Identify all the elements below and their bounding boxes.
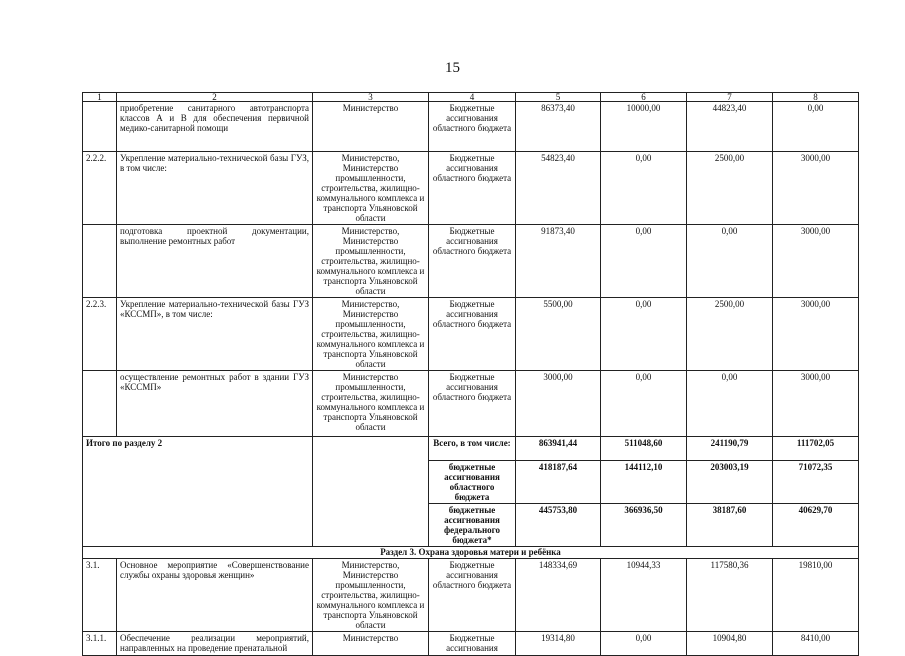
executor: Министерство, Министерство промышленности, строительства, жилищно-коммунального комплекса и транспорта Ульяновской области bbox=[313, 152, 429, 225]
section-heading-row bbox=[83, 547, 859, 559]
value-year-1: 10944,33 bbox=[601, 559, 687, 632]
value-year-3: 8410,00 bbox=[773, 632, 859, 656]
section-title: Раздел 3. Охрана здоровья матери и ребёнка bbox=[83, 547, 859, 559]
header-cell: 5 bbox=[516, 93, 601, 102]
total-value-year-2: 241190,79 bbox=[687, 437, 773, 461]
value-year-2: 10904,80 bbox=[687, 632, 773, 656]
value-year-2: 117580,36 bbox=[687, 559, 773, 632]
value-year-2: 44823,40 bbox=[687, 102, 773, 152]
funding-source: Бюджетные ассигнования областного бюджета bbox=[429, 102, 516, 152]
value-year-1: 0,00 bbox=[601, 632, 687, 656]
table-row bbox=[83, 632, 859, 656]
executor: Министерство, Министерство промышленности, строительства, жилищно-коммунального комплекса и транспорта Ульяновской области bbox=[313, 559, 429, 632]
page-number: 15 bbox=[445, 60, 460, 76]
value-total: 148334,69 bbox=[516, 559, 601, 632]
total-row bbox=[83, 437, 859, 461]
value-total: 5500,00 bbox=[516, 298, 601, 371]
value-year-2: 0,00 bbox=[687, 371, 773, 437]
total-source: бюджетные ассигнования областного бюджета bbox=[429, 461, 516, 504]
measure-name: осуществление ремонтных работ в здании ГУЗ «КССМП» bbox=[117, 371, 313, 437]
table-row bbox=[83, 298, 859, 371]
header-cell: 3 bbox=[313, 93, 429, 102]
total-value-year-1: 366936,50 bbox=[601, 504, 687, 547]
value-year-1: 10000,00 bbox=[601, 102, 687, 152]
executor: Министерство, Министерство промышленности, строительства, жилищно-коммунального комплекса и транспорта Ульяновской области bbox=[313, 298, 429, 371]
table-row bbox=[83, 559, 859, 632]
total-value-year-1: 144112,10 bbox=[601, 461, 687, 504]
total-value-year-3: 71072,35 bbox=[773, 461, 859, 504]
value-total: 86373,40 bbox=[516, 102, 601, 152]
value-year-1: 0,00 bbox=[601, 298, 687, 371]
value-year-3: 19810,00 bbox=[773, 559, 859, 632]
value-year-1: 0,00 bbox=[601, 371, 687, 437]
executor: Министерство bbox=[313, 632, 429, 656]
value-year-3: 0,00 bbox=[773, 102, 859, 152]
table-row bbox=[83, 371, 859, 437]
executor: Министерство, Министерство промышленности, строительства, жилищно-коммунального комплекса и транспорта Ульяновской области bbox=[313, 225, 429, 298]
measure-name: приобретение санитарного автотранспорта классов А и В для обеспечения первичной медико-санитарной помощи bbox=[117, 102, 313, 152]
row-number: 3.1.1. bbox=[83, 632, 117, 656]
funding-source: Бюджетные ассигнования областного бюджета bbox=[429, 559, 516, 632]
value-total: 19314,80 bbox=[516, 632, 601, 656]
header-cell: 8 bbox=[773, 93, 859, 102]
value-year-3: 3000,00 bbox=[773, 152, 859, 225]
value-total: 91873,40 bbox=[516, 225, 601, 298]
table-row bbox=[83, 152, 859, 225]
executor: Министерство промышленности, строительства, жилищно-коммунального комплекса и транспорта Ульяновской области bbox=[313, 371, 429, 437]
header-cell: 4 bbox=[429, 93, 516, 102]
value-year-3: 3000,00 bbox=[773, 225, 859, 298]
row-number bbox=[83, 102, 117, 152]
value-year-3: 3000,00 bbox=[773, 298, 859, 371]
total-label: Итого по разделу 2 bbox=[83, 437, 313, 547]
total-source: бюджетные ассигнования федерального бюджета* bbox=[429, 504, 516, 547]
header-cell: 1 bbox=[83, 93, 117, 102]
header-cell: 7 bbox=[687, 93, 773, 102]
total-value-year-3: 111702,05 bbox=[773, 437, 859, 461]
value-year-2: 2500,00 bbox=[687, 152, 773, 225]
total-executor bbox=[313, 437, 429, 547]
table-row bbox=[83, 225, 859, 298]
budget-table bbox=[82, 92, 859, 656]
measure-name: Укрепление материально-технической базы ГУЗ, в том числе: bbox=[117, 152, 313, 225]
row-number bbox=[83, 371, 117, 437]
table-row bbox=[83, 102, 859, 152]
funding-source: Бюджетные ассигнования областного бюджета bbox=[429, 298, 516, 371]
header-cell: 2 bbox=[117, 93, 313, 102]
total-source: Всего, в том числе: bbox=[429, 437, 516, 461]
value-year-2: 0,00 bbox=[687, 225, 773, 298]
total-value-year-2: 38187,60 bbox=[687, 504, 773, 547]
value-year-1: 0,00 bbox=[601, 225, 687, 298]
value-year-1: 0,00 bbox=[601, 152, 687, 225]
value-year-3: 3000,00 bbox=[773, 371, 859, 437]
funding-source: Бюджетные ассигнования областного бюджета bbox=[429, 371, 516, 437]
value-year-2: 2500,00 bbox=[687, 298, 773, 371]
funding-source: Бюджетные ассигнования bbox=[429, 632, 516, 656]
total-value-total: 418187,64 bbox=[516, 461, 601, 504]
row-number: 3.1. bbox=[83, 559, 117, 632]
executor: Министерство bbox=[313, 102, 429, 152]
total-value-year-3: 40629,70 bbox=[773, 504, 859, 547]
header-cell: 6 bbox=[601, 93, 687, 102]
value-total: 54823,40 bbox=[516, 152, 601, 225]
total-value-total: 863941,44 bbox=[516, 437, 601, 461]
value-total: 3000,00 bbox=[516, 371, 601, 437]
measure-name: подготовка проектной документации, выполнение ремонтных работ bbox=[117, 225, 313, 298]
funding-source: Бюджетные ассигнования областного бюджета bbox=[429, 152, 516, 225]
header-row bbox=[83, 93, 859, 102]
measure-name: Укрепление материально-технической базы ГУЗ «КССМП», в том числе: bbox=[117, 298, 313, 371]
measure-name: Обеспечение реализации мероприятий, направленных на проведение пренатальной bbox=[117, 632, 313, 656]
funding-source: Бюджетные ассигнования областного бюджета bbox=[429, 225, 516, 298]
total-value-year-2: 203003,19 bbox=[687, 461, 773, 504]
measure-name: Основное мероприятие «Совершенствование службы охраны здоровья женщин» bbox=[117, 559, 313, 632]
row-number bbox=[83, 225, 117, 298]
row-number: 2.2.2. bbox=[83, 152, 117, 225]
total-value-total: 445753,80 bbox=[516, 504, 601, 547]
total-value-year-1: 511048,60 bbox=[601, 437, 687, 461]
row-number: 2.2.3. bbox=[83, 298, 117, 371]
